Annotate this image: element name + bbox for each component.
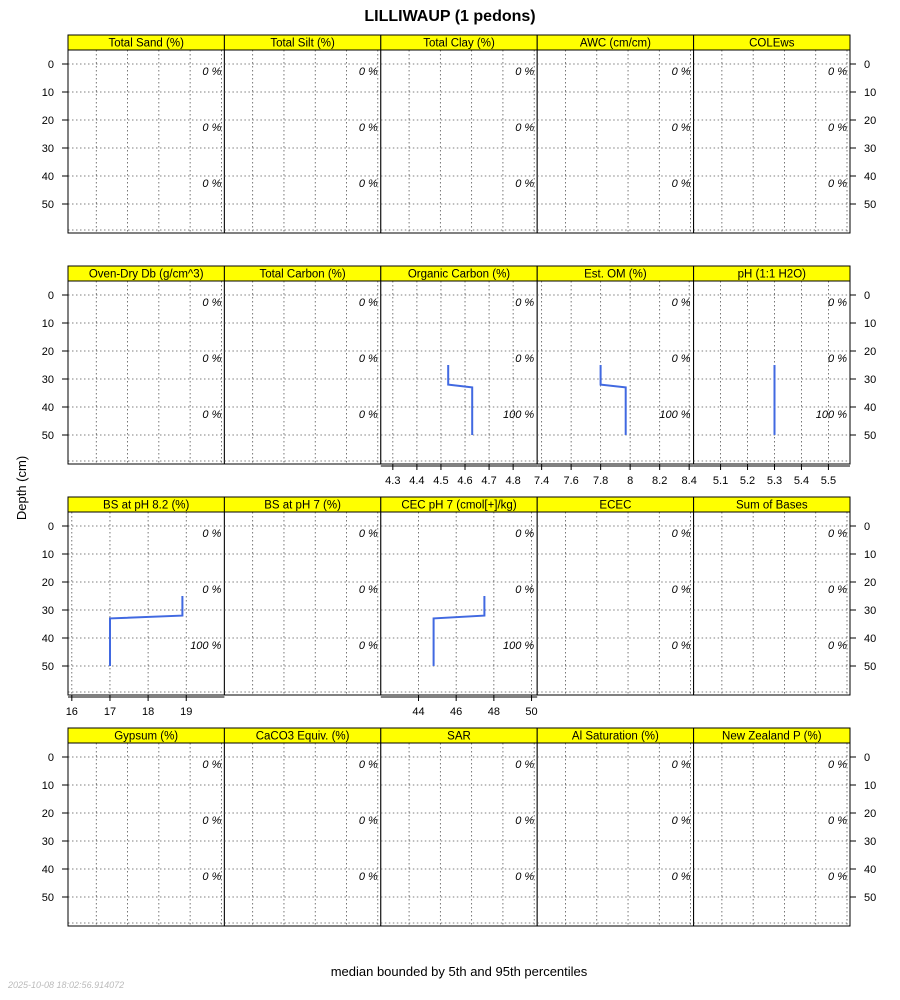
panel-frame <box>537 743 693 926</box>
pct-label: 100 % <box>502 640 535 652</box>
panel-label: AWC (cm/cm) <box>579 37 651 50</box>
pct-label: 0 % <box>671 584 691 596</box>
panel <box>68 266 224 464</box>
pct-label: 0 % <box>515 353 535 365</box>
pct-label: 0 % <box>828 122 847 134</box>
depth-tick-label: 10 <box>864 549 877 561</box>
panel-frame <box>224 512 380 695</box>
pct-label: 0 % <box>671 353 691 365</box>
pct-label: 0 % <box>202 815 222 827</box>
pct-label: 100 % <box>502 409 535 421</box>
panel <box>381 35 537 233</box>
depth-tick-label: 20 <box>41 808 54 820</box>
pct-label: 0 % <box>358 178 378 190</box>
panel-label: ECEC <box>599 499 632 512</box>
x-tick-label: 4.6 <box>457 475 473 487</box>
pct-label: 0 % <box>515 297 535 309</box>
panel <box>224 728 380 926</box>
panel <box>224 497 380 695</box>
panel <box>537 35 693 233</box>
panel-frame <box>224 743 380 926</box>
x-tick-label: 19 <box>180 706 193 718</box>
pct-label: 0 % <box>358 409 378 421</box>
panel-frame <box>381 281 537 464</box>
depth-tick-label: 0 <box>47 59 54 71</box>
panel-label: Total Silt (%) <box>270 37 335 50</box>
depth-tick-label: 20 <box>864 115 877 127</box>
pct-label: 0 % <box>515 528 535 540</box>
depth-tick-label: 20 <box>41 577 54 589</box>
depth-tick-label: 50 <box>41 892 54 904</box>
panel-label: Organic Carbon (%) <box>407 268 511 281</box>
depth-tick-label: 50 <box>864 199 877 211</box>
pct-label: 0 % <box>358 528 378 540</box>
depth-tick-label: 20 <box>41 346 54 358</box>
x-tick-label: 4.7 <box>481 475 497 487</box>
pct-label: 0 % <box>671 759 691 771</box>
depth-tick-label: 20 <box>864 577 877 589</box>
depth-tick-label: 0 <box>864 752 871 764</box>
panel-frame <box>381 512 537 695</box>
panel-frame <box>224 50 380 233</box>
panel-label: Gypsum (%) <box>114 730 179 743</box>
pct-label: 0 % <box>828 297 847 309</box>
panel-frame <box>694 512 850 695</box>
panel-frame <box>381 743 537 926</box>
pct-label: 0 % <box>828 584 847 596</box>
x-tick-label: 17 <box>103 706 117 718</box>
pct-label: 0 % <box>358 297 378 309</box>
depth-tick-label: 50 <box>41 661 54 673</box>
pct-label: 0 % <box>202 584 222 596</box>
panel-frame <box>68 743 224 926</box>
pct-label: 0 % <box>358 353 378 365</box>
panel-frame <box>537 512 693 695</box>
pct-label: 0 % <box>828 178 847 190</box>
depth-tick-label: 20 <box>864 808 877 820</box>
x-tick-label: 7.4 <box>533 475 550 487</box>
pct-label: 0 % <box>515 178 535 190</box>
depth-tick-label: 0 <box>47 290 54 302</box>
depth-tick-label: 0 <box>864 59 871 71</box>
pct-label: 0 % <box>202 871 222 883</box>
pct-label: 0 % <box>358 759 378 771</box>
depth-tick-label: 10 <box>864 87 877 99</box>
x-tick-label: 8.4 <box>681 475 697 487</box>
depth-tick-label: 0 <box>47 752 54 764</box>
panels-layer <box>42 35 877 926</box>
panel <box>694 728 850 926</box>
pct-label: 0 % <box>202 528 222 540</box>
panel <box>694 266 850 487</box>
panel-label: Total Sand (%) <box>108 37 184 50</box>
x-tick-label: 5.1 <box>712 475 729 487</box>
pct-label: 0 % <box>515 584 535 596</box>
x-tick-label: 7.6 <box>563 475 579 487</box>
x-tick-label: 8.2 <box>652 475 668 487</box>
pct-label: 0 % <box>671 122 691 134</box>
panel <box>534 266 697 487</box>
panel-frame <box>694 743 850 926</box>
depth-tick-label: 30 <box>864 143 877 155</box>
panel-label: BS at pH 8.2 (%) <box>103 499 190 512</box>
pct-label: 0 % <box>515 815 535 827</box>
depth-tick-label: 30 <box>864 836 877 848</box>
pct-label: 0 % <box>202 122 222 134</box>
panel-label: Oven-Dry Db (g/cm^3) <box>88 268 204 281</box>
pct-label: 0 % <box>358 815 378 827</box>
pct-label: 0 % <box>358 122 378 134</box>
panel-frame <box>224 281 380 464</box>
x-tick-label: 4.3 <box>385 475 401 487</box>
panel <box>537 497 693 695</box>
panel <box>68 35 224 233</box>
depth-tick-label: 20 <box>41 115 54 127</box>
pct-label: 0 % <box>358 871 378 883</box>
panel <box>66 497 225 718</box>
panel-label: CaCO3 Equiv. (%) <box>255 730 350 743</box>
depth-tick-label: 20 <box>864 346 877 358</box>
panel-label: Sum of Bases <box>736 499 808 512</box>
depth-tick-label: 0 <box>47 521 54 533</box>
depth-tick-label: 40 <box>864 171 877 183</box>
panel-frame <box>694 281 850 464</box>
depth-tick-label: 50 <box>864 892 877 904</box>
depth-tick-label: 30 <box>41 605 54 617</box>
pct-label: 100 % <box>815 409 847 421</box>
chart-title: LILLIWAUP (1 pedons) <box>364 8 536 25</box>
pct-label: 0 % <box>202 409 222 421</box>
pct-label: 0 % <box>202 178 222 190</box>
pct-label: 100 % <box>659 409 691 421</box>
pct-label: 0 % <box>202 759 222 771</box>
x-tick-label: 16 <box>65 706 78 718</box>
x-tick-label: 5.3 <box>766 475 783 487</box>
panel <box>381 266 537 487</box>
panel-label: pH (1:1 H2O) <box>737 268 806 281</box>
depth-tick-label: 50 <box>864 661 877 673</box>
depth-tick-label: 0 <box>864 290 871 302</box>
pct-label: 0 % <box>515 759 535 771</box>
depth-tick-label: 0 <box>864 521 871 533</box>
x-tick-label: 7.8 <box>592 475 609 487</box>
panel <box>381 728 537 926</box>
panel <box>224 35 380 233</box>
depth-tick-label: 40 <box>864 633 877 645</box>
depth-tick-label: 30 <box>864 374 877 386</box>
depth-tick-label: 10 <box>864 318 877 330</box>
x-tick-label: 48 <box>487 706 500 718</box>
depth-tick-label: 30 <box>41 836 54 848</box>
pct-label: 0 % <box>515 122 535 134</box>
x-tick-label: 50 <box>525 706 538 718</box>
panel <box>537 728 693 926</box>
depth-tick-label: 30 <box>41 374 54 386</box>
depth-tick-label: 40 <box>41 633 54 645</box>
pct-label: 0 % <box>515 66 535 78</box>
x-tick-label: 4.8 <box>505 475 521 487</box>
pct-label: 0 % <box>202 353 222 365</box>
panel <box>68 728 224 926</box>
depth-tick-label: 40 <box>864 402 877 414</box>
x-tick-label: 5.2 <box>739 475 756 487</box>
pct-label: 0 % <box>828 815 847 827</box>
depth-tick-label: 10 <box>41 318 54 330</box>
depth-tick-label: 40 <box>41 402 54 414</box>
pct-label: 0 % <box>828 528 847 540</box>
pct-label: 0 % <box>828 759 847 771</box>
panel-label: CEC pH 7 (cmol[+]/kg) <box>401 499 517 512</box>
depth-tick-label: 30 <box>864 605 877 617</box>
depth-tick-label: 40 <box>41 171 54 183</box>
panel-frame <box>537 50 693 233</box>
chart-caption: median bounded by 5th and 95th percentiles <box>330 964 588 979</box>
depth-tick-label: 40 <box>41 864 54 876</box>
pct-label: 0 % <box>358 66 378 78</box>
panel-label: BS at pH 7 (%) <box>264 499 341 512</box>
pct-label: 0 % <box>202 297 222 309</box>
x-tick-label: 18 <box>141 706 155 718</box>
panel-frame <box>68 281 224 464</box>
pct-label: 100 % <box>190 640 222 652</box>
pct-label: 0 % <box>671 640 691 652</box>
panel-label: Total Carbon (%) <box>259 268 346 281</box>
panel-frame <box>537 281 693 464</box>
depth-tick-label: 50 <box>41 430 54 442</box>
timestamp: 2025-10-08 18:02:56.914072 <box>8 980 125 990</box>
panel-frame <box>68 512 224 695</box>
pct-label: 0 % <box>671 297 691 309</box>
x-tick-label: 5.5 <box>820 475 837 487</box>
pct-label: 0 % <box>671 66 691 78</box>
panel <box>224 266 380 464</box>
depth-tick-label: 30 <box>41 143 54 155</box>
panel <box>694 35 850 233</box>
pct-label: 0 % <box>671 178 691 190</box>
pct-label: 0 % <box>828 640 847 652</box>
x-tick-label: 5.4 <box>793 475 810 487</box>
panel-frame <box>381 50 537 233</box>
panel-label: Est. OM (%) <box>584 268 647 281</box>
panel <box>694 497 850 695</box>
depth-tick-label: 10 <box>41 87 54 99</box>
pct-label: 0 % <box>828 353 847 365</box>
panel-frame <box>694 50 850 233</box>
pct-label: 0 % <box>515 871 535 883</box>
pct-label: 0 % <box>671 871 691 883</box>
x-tick-label: 4.5 <box>433 475 449 487</box>
depth-tick-label: 10 <box>864 780 877 792</box>
panel-label: Total Clay (%) <box>423 37 495 50</box>
x-tick-label: 8 <box>627 475 634 487</box>
panel-label: COLEws <box>749 37 795 50</box>
pct-label: 0 % <box>358 640 378 652</box>
pct-label: 0 % <box>671 815 691 827</box>
x-tick-label: 4.4 <box>409 475 425 487</box>
pct-label: 0 % <box>358 584 378 596</box>
panel-frame <box>68 50 224 233</box>
panel-label: New Zealand P (%) <box>722 730 822 743</box>
depth-tick-label: 50 <box>41 199 54 211</box>
pct-label: 0 % <box>202 66 222 78</box>
depth-tick-label: 10 <box>41 780 54 792</box>
panel-label: Al Saturation (%) <box>571 730 659 743</box>
pct-label: 0 % <box>828 871 847 883</box>
depth-tick-label: 40 <box>864 864 877 876</box>
y-axis-label: Depth (cm) <box>14 455 29 521</box>
pct-label: 0 % <box>671 528 691 540</box>
x-tick-label: 44 <box>412 706 425 718</box>
depth-tick-label: 10 <box>41 549 54 561</box>
pct-label: 0 % <box>828 66 847 78</box>
x-tick-label: 46 <box>450 706 463 718</box>
depth-tick-label: 50 <box>864 430 877 442</box>
panel-label: SAR <box>447 730 471 743</box>
panel <box>381 497 538 718</box>
